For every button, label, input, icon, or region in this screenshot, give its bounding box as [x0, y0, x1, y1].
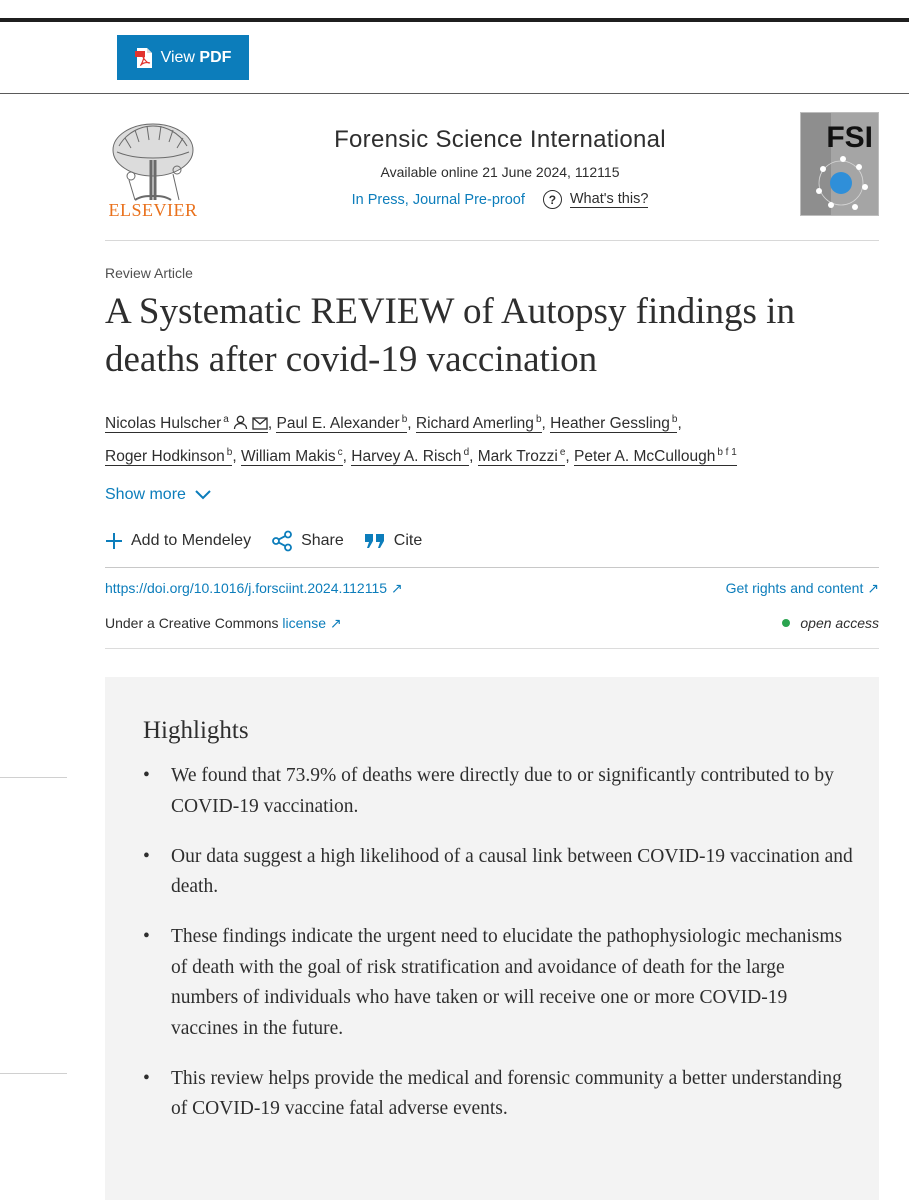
- author-link[interactable]: [351, 448, 469, 466]
- rights-text: Get rights and content: [725, 580, 864, 596]
- share-button[interactable]: [271, 530, 344, 552]
- article-title: A Systematic REVIEW of Autopsy findings in deaths after covid-19 vaccination: [105, 291, 795, 380]
- mendeley-label: Add to Mendeley: [131, 532, 252, 549]
- external-link-icon: ↗: [390, 580, 403, 596]
- share-label: Share: [301, 532, 344, 549]
- cite-button[interactable]: [364, 530, 422, 552]
- open-access-badge: [782, 615, 879, 631]
- author-name: Paul E. Alexander: [276, 415, 400, 433]
- author-name: Heather Gessling: [550, 415, 670, 433]
- actions-divider: [105, 567, 879, 568]
- sidebar-divider: [0, 777, 67, 778]
- open-access-dot-icon: [782, 619, 790, 627]
- view-label: View: [160, 48, 195, 66]
- header-separator: [105, 240, 879, 241]
- top-border: [0, 18, 909, 22]
- quote-icon: [364, 532, 386, 550]
- author-affiliation: b f 1: [717, 447, 737, 459]
- rights-link[interactable]: [726, 580, 879, 597]
- add-to-mendeley-button[interactable]: [105, 530, 251, 552]
- author-list: Nicolas Hulscher $^a$ , Paul E. Alexander $^b$, Richard Amerling $^b$, Heather Gessling $^b$, Roger Hodkinson $^b$, William Makis $^c$, Harvey A. Risch $^d$, Mark Trozzi $^e$, Peter A. McCullough $^{b f 1}$: [105, 414, 737, 466]
- person-icon: [233, 415, 248, 430]
- highlight-item: • This review helps provide the medical and forensic community a better understanding of COVID-19 vaccine fatal adverse events.: [143, 1064, 855, 1125]
- sidebar-divider: [0, 1073, 67, 1074]
- highlights-section: [105, 677, 879, 1200]
- journal-header: [240, 126, 760, 209]
- author-name: William Makis: [240, 448, 336, 466]
- question-icon: ?: [543, 190, 562, 209]
- share-icon: [271, 530, 293, 552]
- show-more-button[interactable]: [105, 486, 212, 504]
- availability-date: Available online 21 June 2024, 112115: [380, 164, 620, 180]
- author-affiliation: b: [226, 447, 233, 459]
- cover-artwork: [801, 113, 879, 216]
- license-link[interactable]: [282, 615, 341, 631]
- publisher-name: ELSEVIER: [108, 200, 198, 220]
- open-access-label: open access: [800, 615, 879, 631]
- doi-link[interactable]: [105, 580, 403, 597]
- author-link[interactable]: [241, 448, 343, 466]
- author-name: Peter A. McCullough: [574, 448, 716, 466]
- highlight-item: • These findings indicate the urgent need to elucidate the pathophysiologic mechanisms of death with the goal of risk stratification and avoidance of death for the large numbers of individuals who have taken or will receive one or more COVID-19 vaccines in the future.: [143, 922, 855, 1044]
- author-affiliation: c: [337, 447, 343, 459]
- license-line: [105, 615, 342, 632]
- article-actions: [105, 530, 422, 552]
- header-divider: [0, 93, 909, 94]
- external-link-icon: ↗: [329, 615, 342, 631]
- pdf-file-icon: [135, 47, 153, 69]
- view-pdf-button[interactable]: [117, 35, 249, 80]
- whats-this-button[interactable]: [543, 190, 649, 209]
- whats-this-label: What's this?: [569, 191, 649, 207]
- license-text: license: [282, 615, 326, 631]
- pdf-label: PDF: [199, 48, 232, 66]
- license-divider: [105, 648, 879, 649]
- journal-cover-image[interactable]: [800, 112, 879, 216]
- plus-icon: [105, 532, 123, 550]
- journal-title[interactable]: Forensic Science International: [334, 126, 666, 153]
- author-link[interactable]: [574, 448, 737, 466]
- highlights-title: Highlights: [143, 717, 249, 744]
- highlights-list: [143, 761, 855, 1144]
- author-link[interactable]: [105, 415, 268, 433]
- author-link[interactable]: [105, 448, 232, 466]
- cover-label: FSI: [826, 121, 873, 154]
- author-affiliation: b: [401, 414, 408, 425]
- cite-label: Cite: [393, 532, 423, 549]
- author-link[interactable]: [276, 415, 407, 433]
- highlight-item: • Our data suggest a high likelihood of a causal link between COVID-19 vaccination and death.: [143, 842, 855, 903]
- author-link[interactable]: [550, 415, 677, 433]
- author-link[interactable]: [478, 448, 566, 466]
- author-affiliation: b: [535, 414, 542, 425]
- in-press-link[interactable]: In Press, Journal Pre-proof: [351, 191, 525, 208]
- author-affiliation: e: [559, 447, 566, 459]
- author-affiliation: a: [223, 414, 229, 425]
- external-link-icon: ↗: [867, 580, 879, 596]
- highlight-item: • We found that 73.9% of deaths were directly due to or significantly contributed to by COVID-19 vaccination.: [143, 761, 855, 822]
- author-name: Mark Trozzi: [477, 448, 558, 466]
- author-name: Nicolas Hulscher: [105, 415, 222, 433]
- show-more-label: Show more: [105, 486, 186, 503]
- author-name: Roger Hodkinson: [105, 448, 225, 466]
- author-affiliation: b: [671, 414, 678, 425]
- doi-text: https://doi.org/10.1016/j.forsciint.2024.112115: [105, 580, 388, 596]
- author-name: Richard Amerling: [415, 415, 534, 433]
- license-prefix: Under a Creative Commons: [105, 615, 279, 631]
- chevron-down-icon: [194, 489, 212, 501]
- author-affiliation: d: [463, 447, 470, 459]
- author-name: Harvey A. Risch: [351, 448, 462, 466]
- article-type: Review Article: [105, 265, 193, 281]
- author-link[interactable]: [416, 415, 542, 433]
- mail-icon: [252, 417, 268, 430]
